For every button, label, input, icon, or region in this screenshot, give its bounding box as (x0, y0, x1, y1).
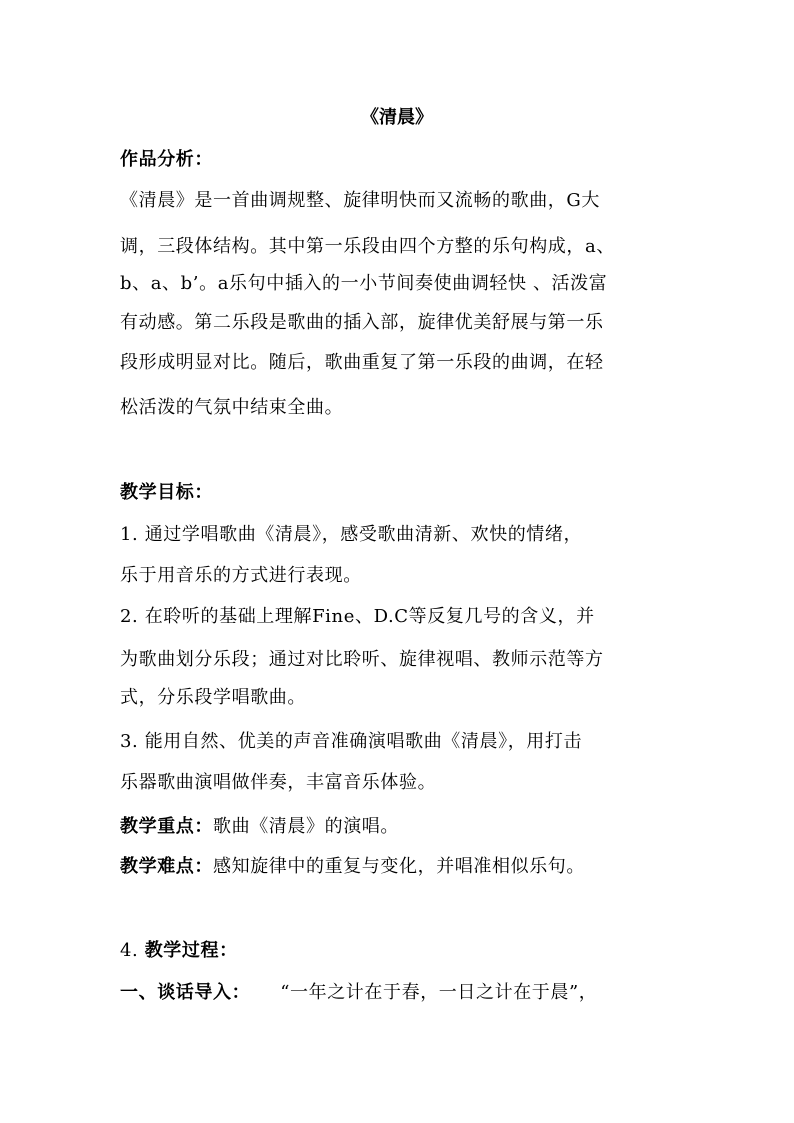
objective-line: 为歌曲划分乐段；通过对比聆听、旋律视唱、教师示范等方 (120, 649, 604, 670)
objective-line: 2. 在聆听的基础上理解Fine、D.C等反复几号的含义，并 (120, 606, 595, 627)
intro-line (120, 981, 680, 1005)
objective-line: 式，分乐段学唱歌曲。 (120, 687, 306, 708)
document-title: 《清晨》 (361, 107, 433, 128)
process-number: 4. (120, 940, 145, 961)
process-heading (120, 939, 680, 963)
intro-text: “一年之计在于春，一日之计在于晨”， (280, 982, 598, 1003)
analysis-line: 有动感。第二乐段是歌曲的插入部，旋律优美舒展与第一乐 (120, 312, 604, 333)
intro-label: 一、谈话导入： (120, 982, 251, 1003)
key-point (120, 815, 680, 839)
key-point-text: 歌曲《清晨》的演唱。 (213, 816, 399, 837)
objective-line: 1. 通过学唱歌曲《清晨》，感受歌曲清新、欢快的情绪， (120, 524, 583, 545)
objective-line: 3. 能用自然、优美的声音准确演唱歌曲《清晨》，用打击 (120, 731, 583, 752)
difficulty-label: 教学难点： (120, 856, 213, 877)
analysis-line: b、a、b’。a乐句中插入的一小节间奏使曲调轻快 、活泼富 (120, 273, 608, 294)
analysis-line: 调，三段体结构。其中第一乐段由四个方整的乐句构成，a、 (120, 236, 615, 257)
analysis-line: 松活泼的气氛中结束全曲。 (120, 397, 344, 418)
key-point-label: 教学重点： (120, 816, 213, 837)
process-title: 教学过程： (144, 940, 238, 961)
analysis-line: 段形成明显对比。随后，歌曲重复了第一乐段的曲调，在轻 (120, 352, 604, 373)
difficulty (120, 855, 680, 879)
analysis-heading: 作品分析： (120, 149, 213, 170)
difficulty-text: 感知旋律中的重复与变化，并唱准相似乐句。 (213, 856, 585, 877)
objective-line: 乐于用音乐的方式进行表现。 (120, 565, 362, 586)
objective-line: 乐器歌曲演唱做伴奏，丰富音乐体验。 (120, 772, 437, 793)
objectives-heading: 教学目标： (120, 482, 213, 503)
analysis-line: 《清晨》是一首曲调规整、旋律明快而又流畅的歌曲，G大 (120, 190, 600, 211)
